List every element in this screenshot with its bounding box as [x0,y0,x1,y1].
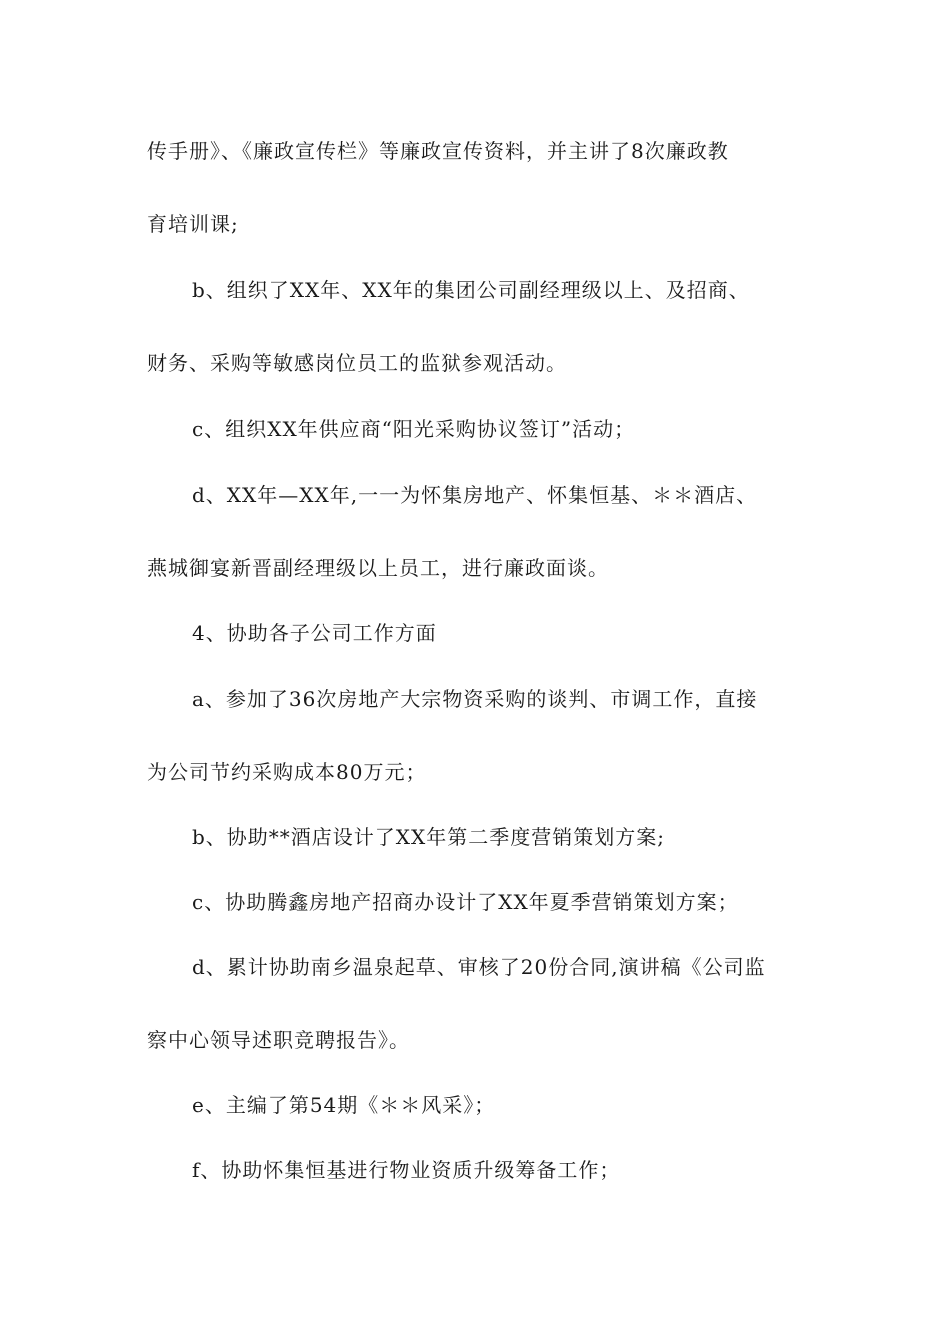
text-line: b、协助**酒店设计了XX年第二季度营销策划方案; [192,825,666,849]
text-line: 为公司节约采购成本80万元； [147,760,427,784]
text-line: 育培训课; [147,212,239,236]
text-line: d、累计协助南乡温泉起草、审核了20份合同,演讲稿《公司监 [192,955,766,979]
text-line: 察中心领导述职竞聘报告》。 [147,1028,410,1052]
text-line: b、组织了XX年、XX年的集团公司副经理级以上、及招商、 [192,278,750,302]
text-line: 4、协助各子公司工作方面 [192,621,437,645]
text-line: 燕城御宴新晋副经理级以上员工，进行廉政面谈。 [147,556,609,580]
text-line: f、协助怀集恒基进行物业资质升级筹备工作； [192,1158,621,1182]
text-line: c、协助腾鑫房地产招商办设计了XX年夏季营销策划方案； [192,890,739,914]
text-line: 传手册》、《廉政宣传栏》等廉政宣传资料，并主讲了8次廉政教 [147,139,729,163]
text-line: e、主编了第54期《＊＊风采》； [192,1093,496,1117]
text-line: a、参加了36次房地产大宗物资采购的谈判、市调工作，直接 [192,687,758,711]
text-line: d、XX年—XX年,一一为怀集房地产、怀集恒基、＊＊酒店、 [192,483,758,507]
text-line: c、组织XX年供应商“阳光采购协议签订”活动； [192,417,636,441]
text-line: 财务、采购等敏感岗位员工的监狱参观活动。 [147,351,567,375]
